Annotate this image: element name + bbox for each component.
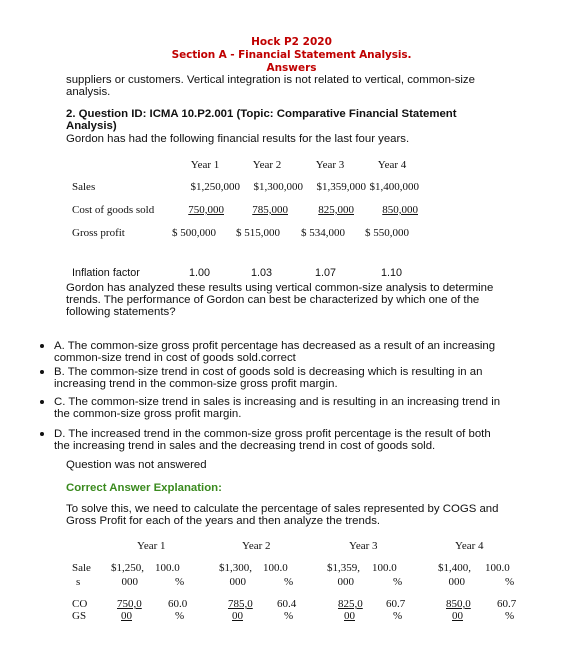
cogs-value: 750,000: [188, 204, 224, 216]
gross-profit-value: $ 500,000: [172, 227, 216, 239]
cs-cogs-amount-cont: 00: [452, 610, 463, 622]
analysis-line-3: following statements?: [66, 306, 176, 318]
option-b-cont: increasing trend in the common-size gross profit margin.: [54, 378, 338, 390]
bullet-icon: [40, 400, 44, 404]
option-b: B. The common-size trend in cost of goods sold is decreasing which is resulting in an: [54, 366, 483, 378]
gross-profit-value: $ 534,000: [301, 227, 345, 239]
question-title: 2. Question ID: ICMA 10.P2.001 (Topic: Comparative Financial Statement: [66, 108, 457, 120]
cs-sales-pct-cont: %: [505, 576, 515, 588]
sales-value: $1,359,000: [316, 181, 366, 193]
common-size-table: [0, 540, 583, 660]
cs-sales-amount: $1,359,: [327, 562, 360, 574]
doc-section: Section A - Financial Statement Analysis.: [171, 49, 412, 61]
bullet-icon: [40, 344, 44, 348]
cs-cogs-amount: 750,0: [117, 598, 142, 610]
doc-title: Hock P2 2020: [251, 36, 332, 48]
question-title-cont: Analysis): [66, 120, 117, 132]
explanation-heading: Correct Answer Explanation:: [66, 482, 222, 494]
cs-cogs-amount-cont: 00: [232, 610, 243, 622]
year-header: Year 4: [377, 159, 407, 171]
cs-sales-amount: $1,400,: [438, 562, 471, 574]
cs-row-label-sales: Sale: [72, 562, 91, 574]
intro-line-2: analysis.: [66, 86, 111, 98]
cs-sales-pct-cont: %: [284, 576, 294, 588]
sales-value: $1,300,000: [253, 181, 303, 193]
bullet-icon: [40, 432, 44, 436]
inflation-value: 1.07: [315, 267, 337, 279]
explanation-line-2: Gross Profit for each of the years and then analyze the trends.: [66, 515, 381, 527]
cs-cogs-pct-cont: %: [284, 610, 294, 622]
year-header: Year 3: [315, 159, 345, 171]
cs-sales-pct: 100.0: [155, 562, 180, 574]
cs-cogs-pct: 60.4: [277, 598, 297, 610]
cs-cogs-amount: 850,0: [446, 598, 471, 610]
cs-sales-amount-cont: 000: [448, 576, 465, 588]
question-lead: Gordon has had the following financial results for the last four years.: [66, 133, 410, 145]
cs-cogs-pct: 60.7: [386, 598, 406, 610]
inflation-value: 1.10: [381, 267, 403, 279]
option-c: C. The common-size trend in sales is increasing and is resulting in an increasing trend in: [54, 396, 501, 408]
option-c-cont: the common-size gross profit margin.: [54, 408, 242, 420]
cs-cogs-pct-cont: %: [175, 610, 185, 622]
cs-year-header: Year 3: [349, 540, 378, 552]
inflation-value: 1.00: [189, 267, 211, 279]
cs-cogs-amount: 825,0: [338, 598, 363, 610]
cs-sales-pct: 100.0: [263, 562, 288, 574]
cs-row-label-cogs-cont: GS: [72, 610, 87, 622]
row-label-gross-profit: Gross profit: [72, 227, 125, 239]
cs-sales-amount-cont: 000: [121, 576, 138, 588]
gross-profit-value: $ 550,000: [365, 227, 409, 239]
option-a: A. The common-size gross profit percentage has decreased as a result of an increasing: [54, 340, 496, 352]
cogs-value: 825,000: [318, 204, 354, 216]
cs-cogs-pct-cont: %: [505, 610, 515, 622]
inflation-label: Inflation factor: [72, 267, 140, 279]
year-header: Year 2: [252, 159, 282, 171]
cs-sales-pct: 100.0: [485, 562, 510, 574]
doc-subtitle: Answers: [266, 62, 317, 74]
inflation-value: 1.03: [251, 267, 273, 279]
option-d: D. The increased trend in the common-size gross profit percentage is the result of both: [54, 428, 491, 440]
cs-sales-pct: 100.0: [372, 562, 397, 574]
cs-sales-amount-cont: 000: [229, 576, 246, 588]
sales-value: $1,400,000: [369, 181, 419, 193]
cs-row-label-sales-cont: s: [76, 576, 81, 588]
intro-line-1: suppliers or customers. Vertical integration is not related to vertical, common-size: [66, 74, 475, 86]
row-label-sales: Sales: [72, 181, 96, 193]
cs-sales-amount-cont: 000: [337, 576, 354, 588]
option-a-cont: common-size trend in cost of goods sold.correct: [54, 352, 296, 364]
cs-sales-pct-cont: %: [175, 576, 185, 588]
option-d-cont: the increasing trend in sales and the decreasing trend in cost of goods sold.: [54, 440, 436, 452]
cs-year-header: Year 2: [242, 540, 271, 552]
cs-sales-pct-cont: %: [393, 576, 403, 588]
cs-year-header: Year 4: [455, 540, 484, 552]
explanation-line-1: To solve this, we need to calculate the percentage of sales represented by COGS and: [66, 503, 499, 515]
financial-results-table: [0, 159, 583, 249]
cs-cogs-pct: 60.7: [497, 598, 517, 610]
cs-cogs-pct-cont: %: [393, 610, 403, 622]
cs-sales-amount: $1,250,: [111, 562, 144, 574]
cs-cogs-amount: 785,0: [228, 598, 253, 610]
gross-profit-value: $ 515,000: [236, 227, 280, 239]
sales-value: $1,250,000: [190, 181, 240, 193]
row-label-cogs: Cost of goods sold: [72, 204, 155, 216]
cs-cogs-amount-cont: 00: [121, 610, 132, 622]
cs-cogs-pct: 60.0: [168, 598, 188, 610]
answer-status: Question was not answered: [66, 459, 207, 471]
cs-year-header: Year 1: [137, 540, 166, 552]
cs-row-label-cogs: CO: [72, 598, 88, 610]
analysis-line-2: trends. The performance of Gordon can best be characterized by which one of the: [66, 294, 480, 306]
year-header: Year 1: [190, 159, 220, 171]
analysis-line-1: Gordon has analyzed these results using vertical common-size analysis to determine: [66, 282, 494, 294]
cogs-value: 785,000: [252, 204, 288, 216]
cogs-value: 850,000: [382, 204, 418, 216]
cs-sales-amount: $1,300,: [219, 562, 252, 574]
cs-cogs-amount-cont: 00: [344, 610, 355, 622]
bullet-icon: [40, 370, 44, 374]
